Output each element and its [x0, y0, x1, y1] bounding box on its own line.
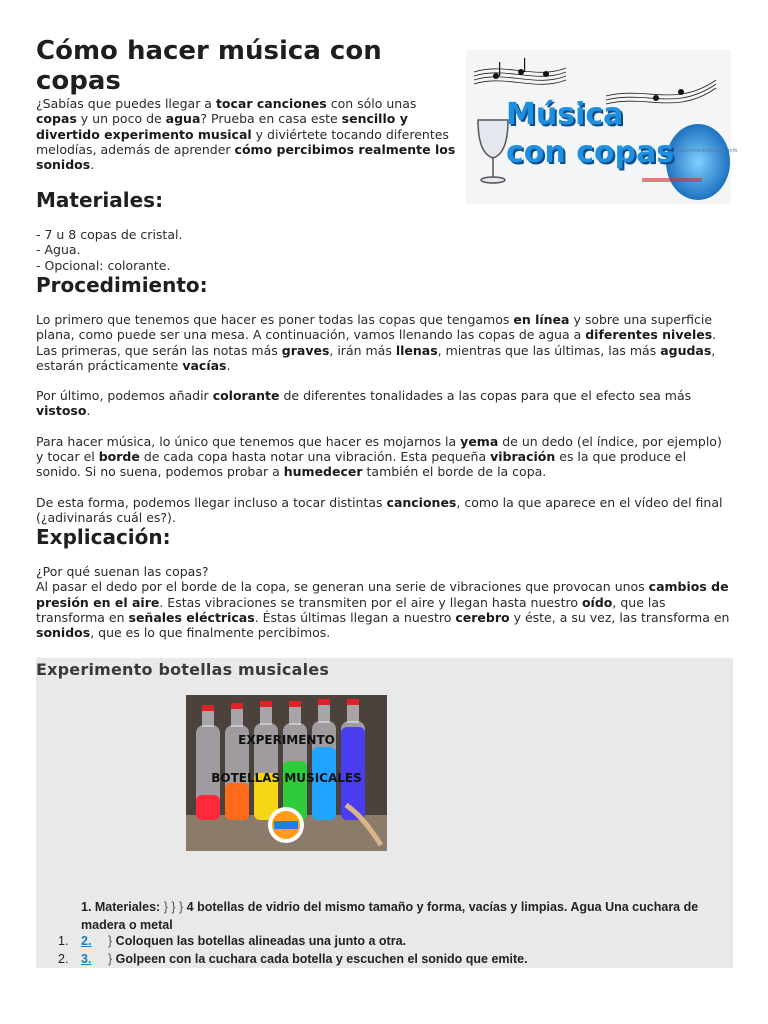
page-title: Cómo hacer música con copas [36, 36, 382, 96]
video-thumbnail[interactable] [186, 695, 387, 851]
hero-title-line1: Música [506, 97, 624, 132]
hero-title-line2: con copas [506, 135, 675, 170]
explanation-heading: Explicación: [36, 525, 171, 549]
explanation-question: ¿Por qué suenan las copas? [36, 564, 209, 579]
procedure-paragraph: Lo primero que tenemos que hacer es poner todas las copas que tengamos en línea y sobre una superficie plana, como puede ser una mesa. A continuación, vamos llenando las copas de agua a diferentes niveles. Las primeras, que serán las notas más graves, irán más llenas, mientras que las últimas, las más agudas, estarán prácticamente vacías. [36, 312, 717, 373]
material-item: - Opcional: colorante. [36, 257, 171, 273]
procedure-body [36, 312, 731, 540]
list-head-text: 4 botellas de vidrio del mismo tamaño y forma, vacías y limpias. Agua Una cuchara de madera o metal [81, 900, 699, 932]
material-item: - 7 u 8 copas de cristal. [36, 227, 183, 242]
step-text [108, 950, 528, 968]
list-item [36, 950, 726, 968]
materials-heading: Materiales: [36, 188, 164, 212]
list-head-label: 1. Materiales: [81, 900, 161, 914]
brace: } [108, 934, 113, 948]
procedure-paragraph: Por último, podemos añadir colorante de diferentes tonalidades a las copas para que el efecto sea más vistoso. [36, 388, 692, 419]
step-text [108, 932, 406, 950]
brace: } [108, 952, 113, 966]
hero-watermark: experimentosfaciles.info [676, 148, 738, 154]
step-link[interactable]: 2. [81, 934, 92, 948]
list-number: 1. [58, 934, 69, 948]
intro-paragraph: ¿Sabías que puedes llegar a tocar canciones con sólo unas copas y un poco de agua? Prueba en casa este sencillo y divertido experimento musical y diviértete tocando diferentes melodías, además de aprender cómo percibimos realmente los sonidos. [36, 96, 456, 173]
list-number: 2. [58, 952, 69, 966]
step-text-content: Coloquen las botellas alineadas una junto a otra. [115, 934, 407, 948]
explanation-body [36, 564, 736, 640]
section-title: Experimento botellas musicales [36, 660, 330, 679]
procedure-paragraph: Para hacer música, lo único que tenemos que hacer es mojarnos la yema de un dedo (el índice, por ejemplo) y tocar el borde de cada copa hasta notar una vibración. Esta pequeña vibración es la que produce el sonido. Si no suena, podemos probar a humedecer también el borde de la copa. [36, 433, 722, 480]
bottles-experiment-section [36, 658, 733, 968]
braces: } } } [163, 900, 184, 914]
list-item [36, 932, 726, 950]
materials-list-heading [81, 898, 726, 934]
video-title-line1: EXPERIMENTO [238, 733, 335, 747]
procedure-paragraph: De esta forma, podemos llegar incluso a tocar distintas canciones, como la que aparece en el vídeo del final (¿adivinarás cuál es?). [36, 494, 723, 525]
materials-list [36, 227, 436, 273]
video-title-line2: BOTELLAS MUSICALES [211, 771, 362, 785]
steps-list [36, 932, 726, 968]
hero-image [466, 50, 738, 204]
step-text-content: Golpeen con la cuchara cada botella y escuchen el sonido que emite. [115, 952, 528, 966]
explanation-paragraph: Al pasar el dedo por el borde de la copa, se generan una serie de vibraciones que provocan unos cambios de presión en el aire. Estas vibraciones se transmiten por el aire y llegan hasta nuestro oído, que las transforma en señales eléctricas. Éstas últimas llegan a nuestro cerebro y éste, a su vez, las transforma en sonidos, que es lo que finalmente percibimos. [36, 579, 730, 641]
procedure-heading: Procedimiento: [36, 273, 208, 297]
step-link[interactable]: 3. [81, 952, 92, 966]
material-item: - Agua. [36, 242, 81, 258]
